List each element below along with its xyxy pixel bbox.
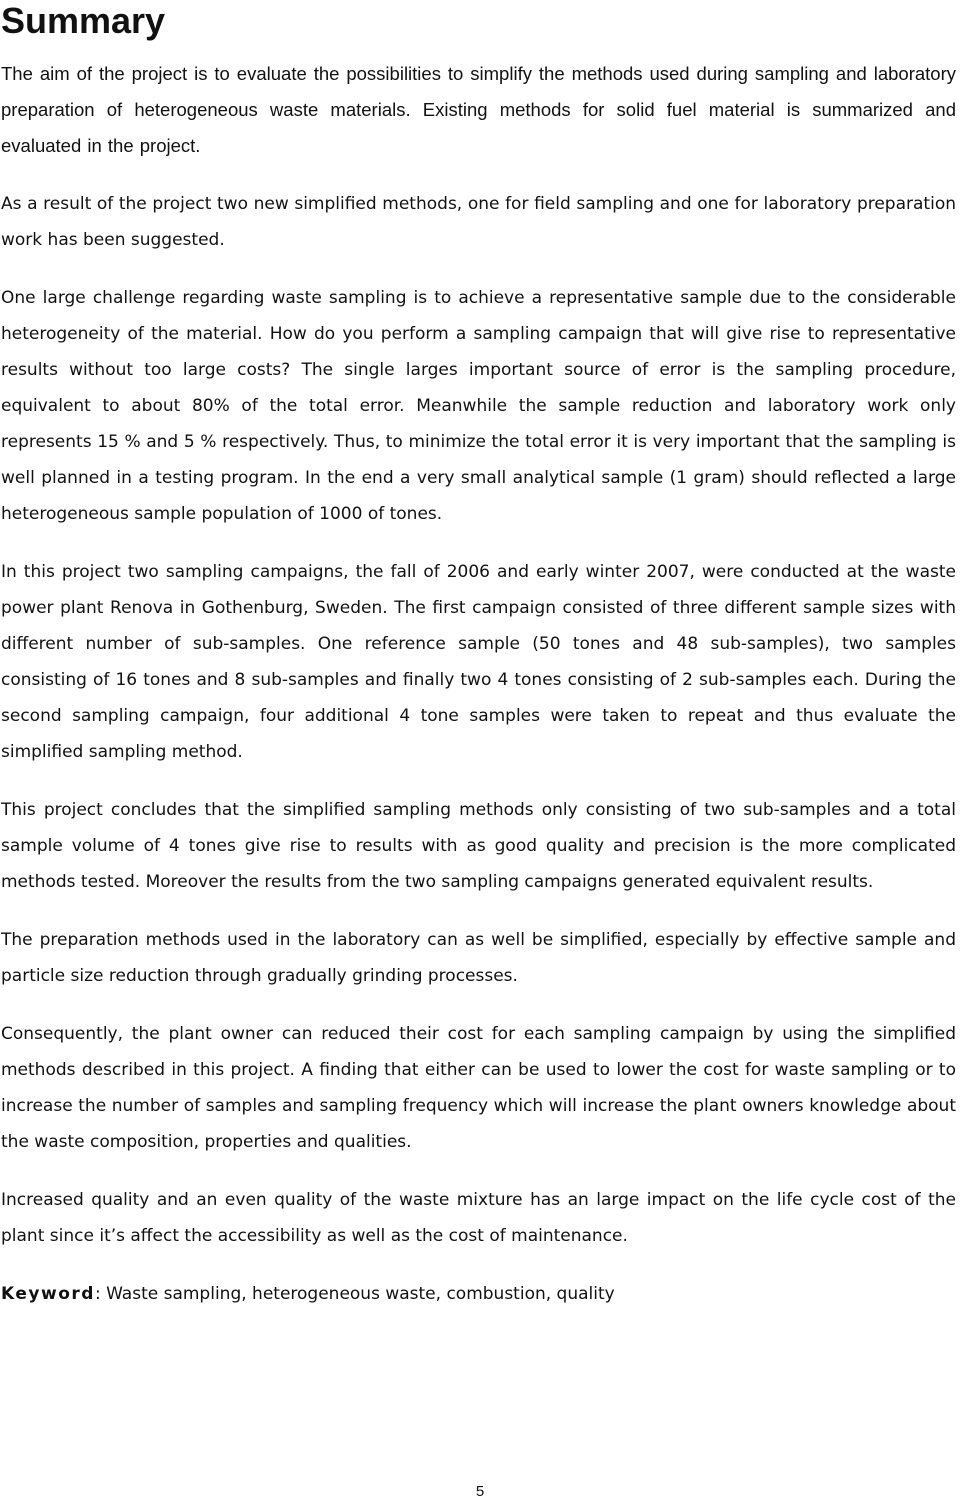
keywords-line xyxy=(1,1276,956,1312)
paragraph-result: As a result of the project two new simplified methods, one for field sampling and one for laboratory preparation work has been suggested. xyxy=(1,194,956,250)
page-number: 5 xyxy=(475,1483,485,1500)
paragraph-quality: Increased quality and an even quality of the waste mixture has an large impact on the life cycle cost of the plant since it’s affect the accessibility as well as the cost of maintenance. xyxy=(1,1190,956,1246)
paragraph-cost: Consequently, the plant owner can reduced their cost for each sampling campaign by using the simplified methods described in this project. A finding that either can be used to lower the cost for waste sampling or to increase the number of samples and sampling frequency which will increase the plant owners knowledge about the waste composition, properties and qualities. xyxy=(1,1024,956,1152)
paragraph-aim: The aim of the project is to evaluate the possibilities to simplify the methods used during sampling and laboratory preparation of heterogeneous waste materials. Existing methods for solid fuel material is summarized and evaluated in the project. xyxy=(1,63,956,156)
keywords-text: Waste sampling, heterogeneous waste, combustion, quality xyxy=(106,1284,615,1304)
keywords-separator: : xyxy=(94,1284,107,1304)
paragraph-preparation: The preparation methods used in the laboratory can as well be simplified, especially by effective sample and particle size reduction through gradually grinding processes. xyxy=(1,930,956,986)
paragraph-campaigns: In this project two sampling campaigns, the fall of 2006 and early winter 2007, were conducted at the waste power plant Renova in Gothenburg, Sweden. The first campaign consisted of three different sample sizes with different number of sub-samples. One reference sample (50 tones and 48 sub-samples), two samples consisting of 16 tones and 8 sub-samples and finally two 4 tones consisting of 2 sub-samples each. During the second sampling campaign, four additional 4 tone samples were taken to repeat and thus evaluate the simplified sampling method. xyxy=(1,562,956,762)
page-title: Summary xyxy=(1,0,166,41)
paragraph-challenge: One large challenge regarding waste sampling is to achieve a representative sample due to the considerable heterogeneity of the material. How do you perform a sampling campaign that will give rise to representative results without too large costs? The single larges important source of error is the sampling procedure, equivalent to about 80% of the total error. Meanwhile the sample reduction and laboratory work only represents 15 % and 5 % respectively. Thus, to minimize the total error it is very important that the sampling is well planned in a testing program. In the end a very small analytical sample (1 gram) should reflected a large heterogeneous sample population of 1000 of tones. xyxy=(1,288,956,524)
keywords-label: Keyword xyxy=(1,1284,95,1304)
paragraph-conclusion: This project concludes that the simplified sampling methods only consisting of two sub-samples and a total sample volume of 4 tones give rise to results with as good quality and precision is the more complicated methods tested. Moreover the results from the two sampling campaigns generated equivalent results. xyxy=(1,800,956,892)
